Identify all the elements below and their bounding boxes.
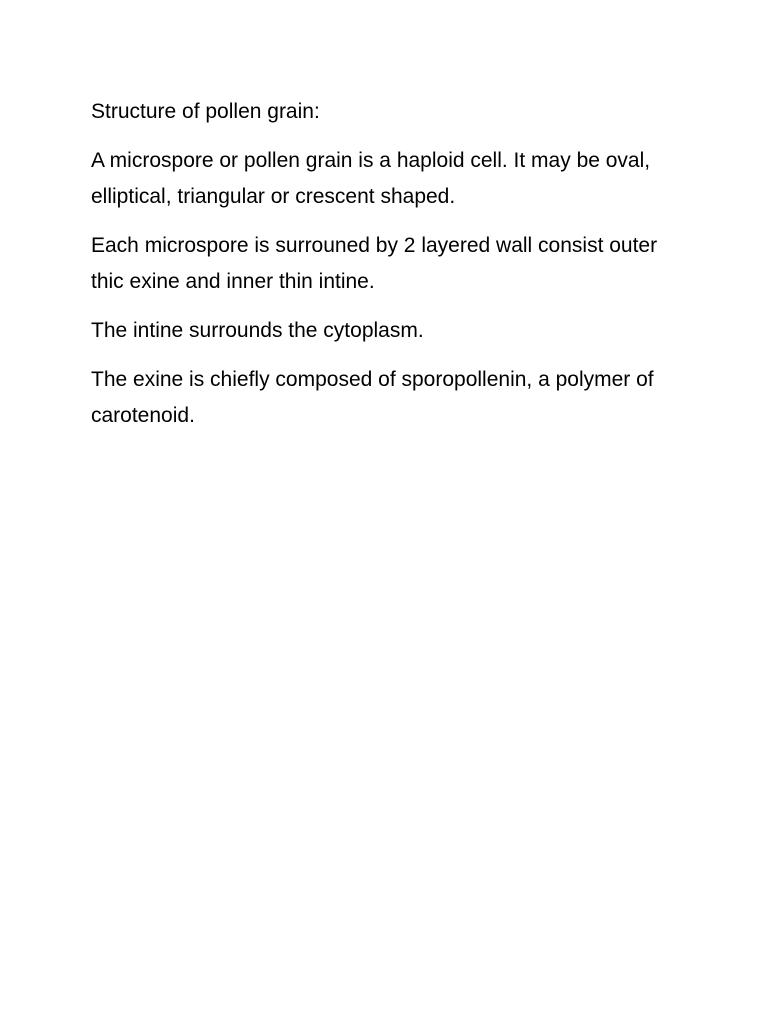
paragraph-heading: Structure of pollen grain: [91,100,320,123]
paragraph-pollen-definition: A microspore or pollen grain is a haploid cell. It may be oval, elliptical, triangular or crescent shaped. [91,149,651,208]
paragraph-exine: The exine is chiefly composed of sporopollenin, a polymer of carotenoid. [91,368,654,427]
paragraph-intine: The intine surrounds the cytoplasm. [91,319,424,342]
document-body [91,94,671,447]
paragraph-wall-layers: Each microspore is surrouned by 2 layered wall consist outer thic exine and inner thin intine. [91,234,658,293]
